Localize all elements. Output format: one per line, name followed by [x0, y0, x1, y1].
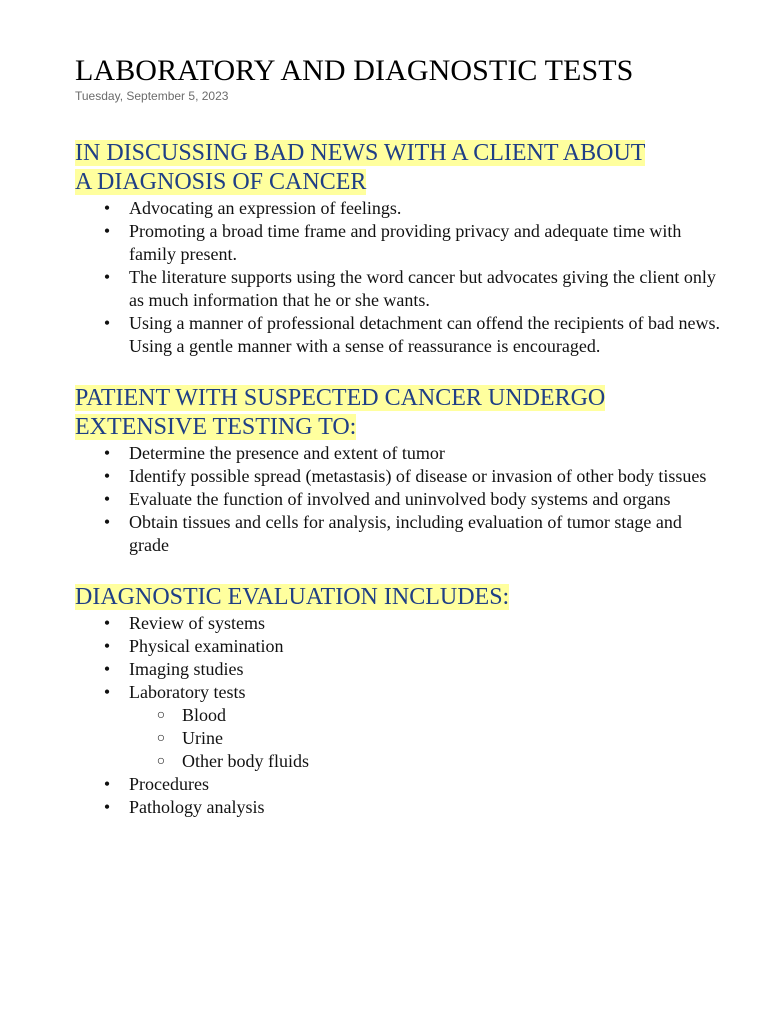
- bullet-list: [75, 612, 725, 819]
- list-item: [75, 681, 725, 773]
- bullet-list: [75, 442, 725, 557]
- document-title: LABORATORY AND DIAGNOSTIC TESTS: [75, 54, 634, 87]
- list-item: [75, 511, 725, 557]
- list-item-text: Physical examination: [129, 636, 284, 656]
- document-date: Tuesday, September 5, 2023: [75, 89, 229, 103]
- list-item: [75, 220, 725, 266]
- list-item: [75, 773, 725, 796]
- bullet-icon: •: [103, 797, 111, 817]
- sub-bullet-list: [75, 704, 725, 773]
- section-extensive-testing: [75, 384, 725, 557]
- bullet-icon: •: [103, 682, 111, 702]
- hollow-bullet-icon: ○: [156, 754, 166, 769]
- bullet-icon: •: [103, 774, 111, 794]
- bullet-icon: •: [103, 489, 111, 509]
- section-heading: [75, 384, 725, 442]
- list-item-text: Identify possible spread (metastasis) of disease or invasion of other body tissues: [129, 466, 707, 486]
- section-diagnostic-evaluation: [75, 583, 725, 819]
- list-item: [75, 612, 725, 635]
- list-item-text: Review of systems: [129, 613, 265, 633]
- section-bad-news: [75, 139, 725, 358]
- bullet-icon: •: [103, 267, 111, 287]
- list-item: [75, 197, 725, 220]
- sub-list-item-text: Urine: [182, 728, 223, 748]
- bullet-icon: •: [103, 443, 111, 463]
- list-item: [75, 442, 725, 465]
- list-item-text: Pathology analysis: [129, 797, 265, 817]
- list-item: [75, 796, 725, 819]
- sub-list-item: [75, 727, 725, 750]
- bullet-icon: •: [103, 221, 111, 241]
- bullet-list: [75, 197, 725, 358]
- list-item: [75, 465, 725, 488]
- list-item-text: Laboratory tests: [129, 682, 246, 702]
- list-item: [75, 312, 725, 358]
- heading-line: PATIENT WITH SUSPECTED CANCER UNDERGO: [75, 385, 606, 411]
- heading-line: IN DISCUSSING BAD NEWS WITH A CLIENT ABOUT: [75, 140, 646, 166]
- list-item: [75, 658, 725, 681]
- bullet-icon: •: [103, 466, 111, 486]
- bullet-icon: •: [103, 613, 111, 633]
- section-heading: [75, 139, 725, 197]
- list-item: [75, 266, 725, 312]
- list-item-text: Procedures: [129, 774, 209, 794]
- list-item-text: Advocating an expression of feelings.: [129, 198, 402, 218]
- list-item-text: Imaging studies: [129, 659, 244, 679]
- document-page: [75, 54, 725, 819]
- bullet-icon: •: [103, 659, 111, 679]
- list-item-text: Determine the presence and extent of tumor: [129, 443, 445, 463]
- bullet-icon: •: [103, 636, 111, 656]
- sub-list-item: [75, 704, 725, 727]
- list-item-text: Promoting a broad time frame and providing privacy and adequate time with family present.: [129, 221, 682, 264]
- hollow-bullet-icon: ○: [156, 708, 166, 723]
- sub-list-item-text: Blood: [182, 705, 227, 725]
- heading-line: DIAGNOSTIC EVALUATION INCLUDES:: [75, 584, 510, 610]
- section-heading: [75, 583, 725, 612]
- list-item: [75, 635, 725, 658]
- bullet-icon: •: [103, 198, 111, 218]
- sub-list-item-text: Other body fluids: [182, 751, 309, 771]
- bullet-icon: •: [103, 512, 111, 532]
- list-item-text: Obtain tissues and cells for analysis, including evaluation of tumor stage and grade: [129, 512, 682, 555]
- heading-line: EXTENSIVE TESTING TO:: [75, 414, 357, 440]
- sub-list-item: [75, 750, 725, 773]
- list-item-text: The literature supports using the word cancer but advocates giving the client only as much information that he or she wants.: [129, 267, 716, 310]
- bullet-icon: •: [103, 313, 111, 333]
- list-item-text: Using a manner of professional detachment can offend the recipients of bad news. Using a gentle manner with a sense of reassurance is encouraged.: [129, 313, 720, 356]
- list-item: [75, 488, 725, 511]
- heading-line: A DIAGNOSIS OF CANCER: [75, 169, 367, 195]
- hollow-bullet-icon: ○: [156, 731, 166, 746]
- list-item-text: Evaluate the function of involved and uninvolved body systems and organs: [129, 489, 671, 509]
